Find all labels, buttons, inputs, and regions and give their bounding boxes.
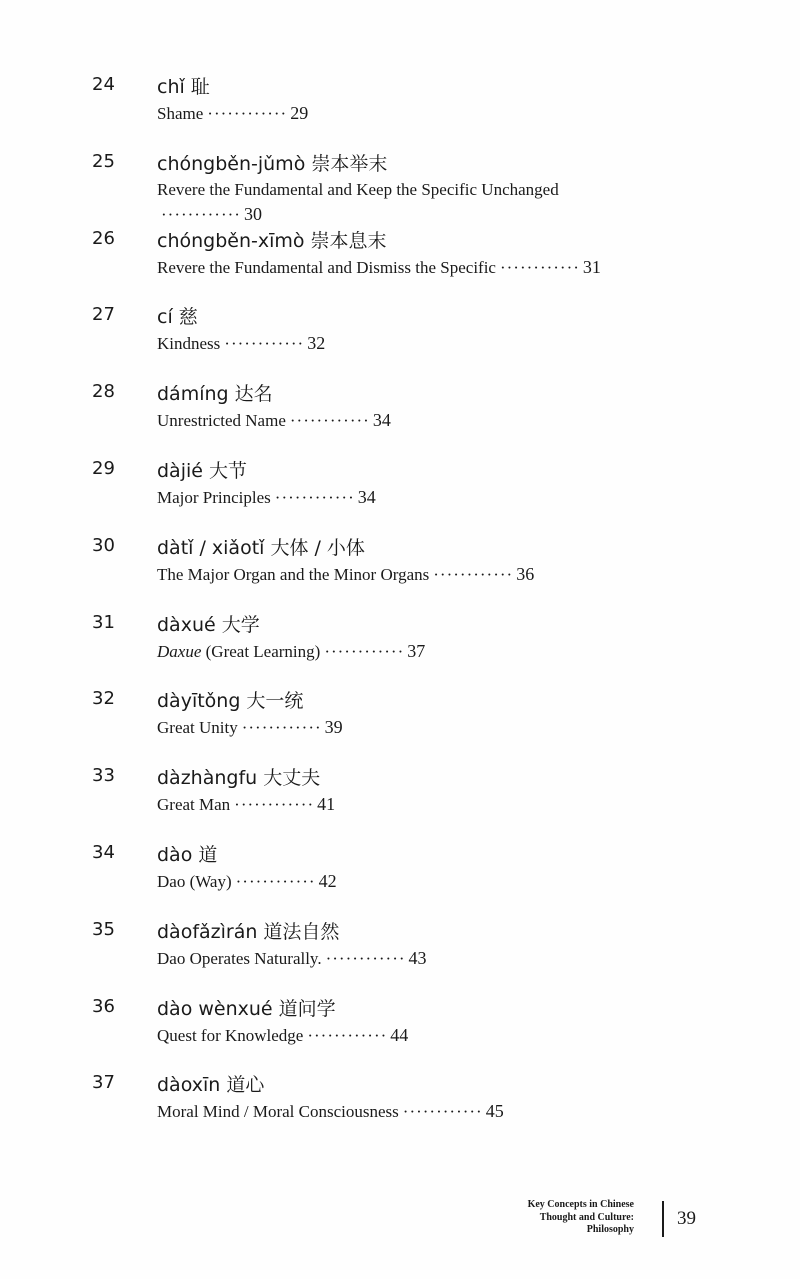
- entry-number: 32: [92, 688, 115, 710]
- entry-number: 34: [92, 841, 115, 863]
- dot-leader: ············: [499, 257, 580, 277]
- toc-entry: [0, 300, 800, 377]
- toc-entry: [0, 992, 800, 1069]
- dot-leader: ············: [274, 487, 355, 507]
- entry-translation: [157, 562, 677, 587]
- entry-translation-text: Dao Operates Naturally.: [157, 948, 322, 968]
- entry-hanzi: 道法自然: [263, 920, 340, 943]
- entry-translation: [157, 869, 677, 894]
- entry-heading: [157, 1070, 264, 1097]
- entry-heading: [157, 149, 387, 176]
- dot-leader: ············: [324, 641, 405, 661]
- entry-page-number: 44: [390, 1024, 409, 1045]
- entry-translation: [157, 639, 677, 664]
- entry-heading: [157, 610, 260, 637]
- entry-number: 27: [92, 304, 115, 326]
- entry-heading: [157, 686, 303, 713]
- entry-heading: [157, 456, 247, 483]
- entry-page-number: 34: [372, 410, 391, 431]
- toc-entry: [0, 1068, 800, 1145]
- entry-heading: [157, 763, 320, 790]
- entry-translation-text: Major Principles: [157, 487, 271, 507]
- entry-heading: [157, 533, 365, 560]
- entry-translation: [157, 792, 677, 817]
- entry-translation-text: Revere the Fundamental and Dismiss the Specific: [157, 257, 496, 277]
- entry-pinyin: chóngběn-xīmò: [157, 229, 305, 252]
- entry-number: 33: [92, 765, 115, 787]
- entry-heading: [157, 302, 198, 329]
- entry-pinyin: dàzhàngfu: [157, 767, 258, 790]
- toc-entry: [0, 70, 800, 147]
- entry-page-number: 36: [516, 563, 535, 584]
- dot-leader: ············: [307, 1025, 388, 1045]
- toc-entry: [0, 838, 800, 915]
- entry-number: 29: [92, 457, 115, 479]
- entry-number: 24: [92, 74, 115, 95]
- entry-hanzi: 大体 / 小体: [270, 536, 365, 559]
- entry-pinyin: cí: [157, 306, 173, 329]
- entry-hanzi: 崇本举末: [311, 152, 388, 175]
- entry-heading: [157, 994, 336, 1021]
- dot-leader: ············: [235, 871, 316, 891]
- dot-leader: ············: [207, 104, 288, 123]
- dot-leader: ············: [433, 564, 514, 584]
- entry-translation-text: Great Man: [157, 795, 231, 815]
- entry-heading: [157, 379, 273, 406]
- toc-entry: [0, 531, 800, 608]
- entry-pinyin: chóngběn-jǔmò: [157, 152, 306, 175]
- entry-translation-text: Shame: [157, 104, 204, 123]
- entry-number: 37: [92, 1072, 115, 1094]
- entry-hanzi: 大节: [208, 459, 247, 482]
- entry-hanzi: 大丈夫: [263, 767, 321, 790]
- dot-leader: ············: [224, 334, 305, 354]
- entry-translation: [157, 485, 677, 510]
- entry-number: 36: [92, 995, 115, 1017]
- entry-translation-text: Unrestricted Name: [157, 411, 286, 431]
- entry-translation: [157, 178, 677, 227]
- dot-leader: ············: [241, 718, 322, 738]
- footer-divider: [662, 1201, 664, 1237]
- entry-number: 25: [92, 150, 115, 172]
- dot-leader: ············: [161, 204, 241, 224]
- dot-leader: ············: [402, 1102, 483, 1122]
- entry-page-number: 45: [485, 1101, 504, 1122]
- entry-translation: [157, 1099, 677, 1124]
- entry-heading: [157, 917, 339, 944]
- entry-translation: [157, 946, 677, 971]
- entry-translation: [157, 255, 677, 280]
- running-title: [528, 1199, 634, 1237]
- entry-translation: [157, 101, 677, 126]
- entry-number: 28: [92, 381, 115, 403]
- entry-hanzi: 大一统: [246, 690, 304, 713]
- toc-entry: [0, 608, 800, 685]
- entry-translation-text: The Major Organ and the Minor Organs: [157, 564, 430, 584]
- entry-number: 31: [92, 611, 115, 633]
- entry-translation-text: Dao (Way): [157, 871, 232, 891]
- entry-pinyin: chǐ: [157, 76, 185, 98]
- toc-entry: [0, 684, 800, 761]
- toc-entry: [0, 915, 800, 992]
- entry-translation-text: Quest for Knowledge: [157, 1025, 304, 1045]
- toc-entry: [0, 224, 800, 301]
- entry-pinyin: dào wènxué: [157, 997, 273, 1020]
- entry-hanzi: 道心: [226, 1074, 265, 1097]
- toc-entry: [0, 454, 800, 531]
- entry-translation-text: Moral Mind / Moral Consciousness: [157, 1102, 399, 1122]
- dot-leader: ············: [234, 795, 315, 815]
- page-number: 39: [677, 1208, 696, 1229]
- entry-translation-text: (Great Learning): [205, 641, 321, 661]
- entry-number: 35: [92, 918, 115, 940]
- entry-hanzi: 道问学: [278, 997, 336, 1020]
- entry-page-number: 34: [357, 486, 376, 507]
- entry-hanzi: 达名: [234, 383, 273, 406]
- entry-page-number: 37: [407, 640, 426, 661]
- toc-entry: [0, 761, 800, 838]
- entry-translation: [157, 1023, 677, 1048]
- entry-heading: [157, 226, 387, 253]
- entry-pinyin: dàtǐ / xiǎotǐ: [157, 536, 265, 559]
- entry-heading: [157, 72, 210, 99]
- entry-translation: [157, 408, 677, 433]
- entry-hanzi: 崇本息末: [310, 229, 387, 252]
- entry-translation-text: Great Unity: [157, 718, 238, 738]
- entry-hanzi: 慈: [178, 306, 198, 329]
- entry-pinyin: dàoxīn: [157, 1074, 221, 1097]
- entry-page-number: 31: [582, 256, 601, 277]
- running-title-line: Thought and Culture:: [539, 1211, 634, 1223]
- entry-page-number: 29: [290, 103, 309, 123]
- entry-page-number: 42: [318, 870, 337, 891]
- running-title-line: Key Concepts in Chinese: [527, 1199, 634, 1210]
- entry-page-number: 32: [307, 333, 326, 354]
- entry-translation: [157, 715, 677, 740]
- entry-translation-text: Revere the Fundamental and Keep the Specific Unchanged: [157, 179, 559, 199]
- entry-number: 26: [92, 227, 115, 249]
- entry-translation: [157, 331, 677, 356]
- entry-title-italic: Daxue: [157, 641, 202, 661]
- entry-pinyin: dàofǎzìrán: [157, 920, 258, 943]
- entry-page-number: 39: [324, 717, 343, 738]
- entry-page-number: 43: [408, 947, 427, 968]
- page-footer: [480, 1199, 720, 1241]
- entry-hanzi: 大学: [221, 613, 260, 636]
- toc-entry: [0, 147, 800, 224]
- entry-page-number: 41: [317, 794, 336, 815]
- toc-entry-list: [0, 70, 800, 1145]
- entry-hanzi: 道: [198, 843, 218, 866]
- entry-pinyin: dámíng: [157, 383, 229, 406]
- entry-pinyin: dàjié: [157, 459, 203, 482]
- toc-entry: [0, 377, 800, 454]
- entry-pinyin: dào: [157, 843, 193, 866]
- entry-number: 30: [92, 534, 115, 556]
- dot-leader: ············: [289, 411, 370, 431]
- entry-pinyin: dàyītǒng: [157, 690, 241, 713]
- dot-leader: ············: [325, 948, 406, 968]
- entry-heading: [157, 840, 217, 867]
- entry-translation-text: Kindness: [157, 334, 221, 354]
- entry-pinyin: dàxué: [157, 613, 216, 636]
- entry-hanzi: 耻: [190, 76, 210, 98]
- entry-page-number: 30: [243, 203, 262, 224]
- running-title-line: Philosophy: [586, 1224, 634, 1235]
